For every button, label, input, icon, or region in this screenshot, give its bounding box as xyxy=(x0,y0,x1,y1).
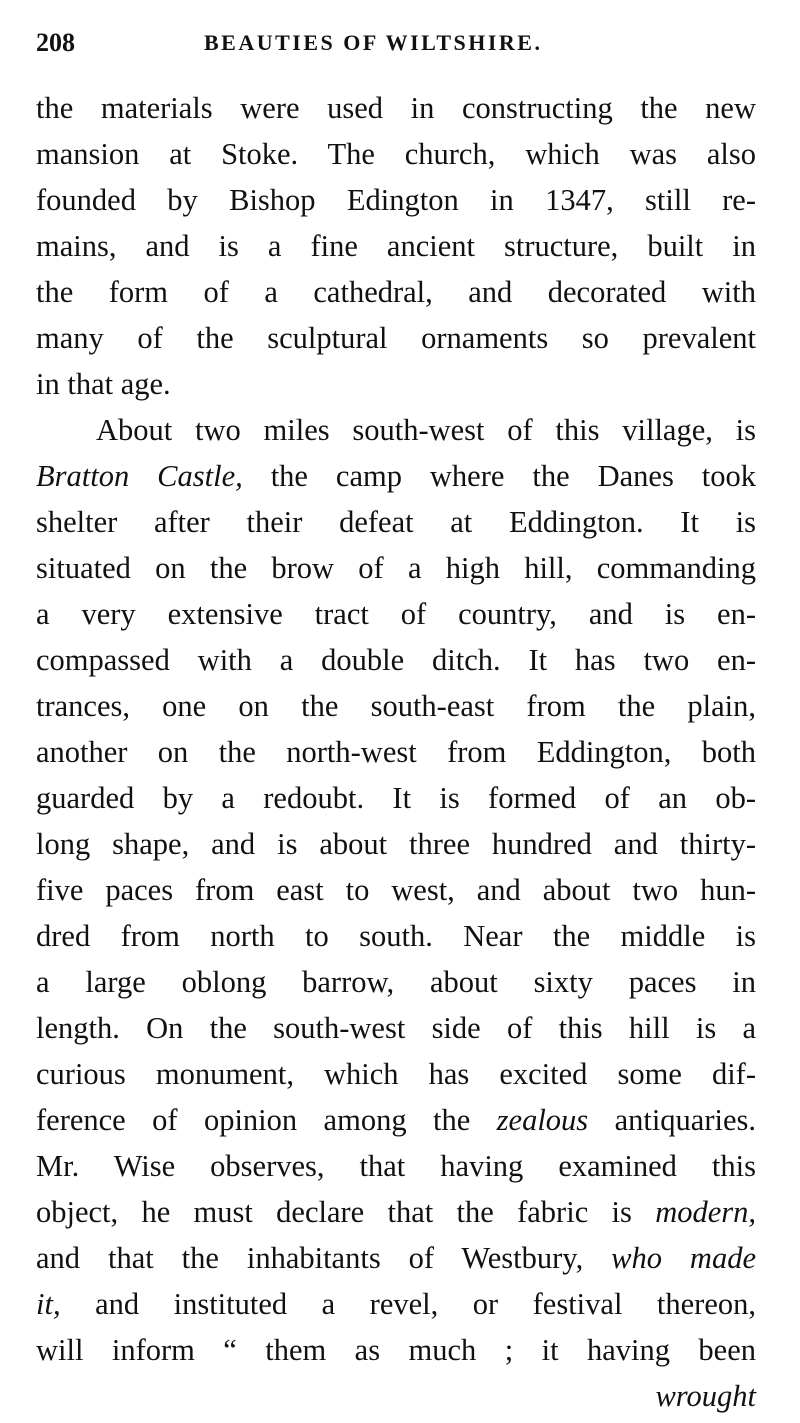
running-head: BEAUTIES OF WILTSHIRE. xyxy=(204,30,543,55)
text-span: the camp where the Danes took xyxy=(242,459,756,493)
text-line: the form of a cathedral, and decorated with xyxy=(36,275,756,309)
text-line xyxy=(36,1235,756,1281)
text-line: dred from north to south. Near the middle is xyxy=(36,919,756,953)
italic-word: modern, xyxy=(655,1195,756,1229)
text-line: mains, and is a fine ancient structure, built in xyxy=(36,229,756,263)
text-span: antiquaries. xyxy=(588,1103,757,1137)
page-number: 208 xyxy=(36,28,75,57)
text-line: shelter after their defeat at Eddington. It is xyxy=(36,505,756,539)
page-header xyxy=(36,22,756,66)
italic-phrase: who made xyxy=(611,1241,756,1275)
text-line: will inform “ them as much ; it having been xyxy=(36,1333,756,1367)
text-line: compassed with a double ditch. It has two en- xyxy=(36,643,756,677)
text-line: length. On the south-west side of this hill is a xyxy=(36,1011,756,1045)
book-page xyxy=(36,22,757,1413)
text-line xyxy=(36,1189,756,1235)
text-line: long shape, and is about three hundred and thirty- xyxy=(36,827,756,861)
text-line: in that age. xyxy=(36,367,171,401)
text-span: object, he must declare that the fabric is xyxy=(36,1195,656,1229)
text-line xyxy=(36,1097,756,1143)
text-line: a large oblong barrow, about sixty paces in xyxy=(36,965,756,999)
text-line: a very extensive tract of country, and is en- xyxy=(36,597,756,631)
text-line: Mr. Wise observes, that having examined this xyxy=(36,1149,756,1183)
text-line: curious monument, which has excited some dif- xyxy=(36,1057,756,1091)
italic-place-name: Bratton Castle, xyxy=(36,459,243,493)
text-line: situated on the brow of a high hill, commanding xyxy=(36,551,756,585)
text-line xyxy=(36,453,756,499)
text-line: five paces from east to west, and about two hun- xyxy=(36,873,756,907)
catchword: wrought xyxy=(655,1379,756,1413)
text-line: many of the sculptural ornaments so prevalent xyxy=(36,321,756,355)
text-span: and instituted a revel, or festival thereon, xyxy=(60,1287,756,1321)
text-span: ference of opinion among the xyxy=(36,1103,497,1137)
text-line: About two miles south-west of this village, is xyxy=(96,413,756,447)
italic-word: zealous xyxy=(496,1103,589,1137)
text-line: founded by Bishop Edington in 1347, still re- xyxy=(36,183,756,217)
body-text xyxy=(36,85,756,1419)
italic-word: it, xyxy=(36,1287,61,1321)
text-line xyxy=(36,1281,756,1327)
text-line: guarded by a redoubt. It is formed of an ob- xyxy=(36,781,756,815)
catchword-line xyxy=(36,1373,756,1419)
text-span: and that the inhabitants of Westbury, xyxy=(36,1241,612,1275)
text-line: trances, one on the south-east from the plain, xyxy=(36,689,756,723)
text-line: another on the north-west from Eddington, both xyxy=(36,735,756,769)
text-line: mansion at Stoke. The church, which was also xyxy=(36,137,756,171)
text-line: the materials were used in constructing the new xyxy=(36,91,756,125)
